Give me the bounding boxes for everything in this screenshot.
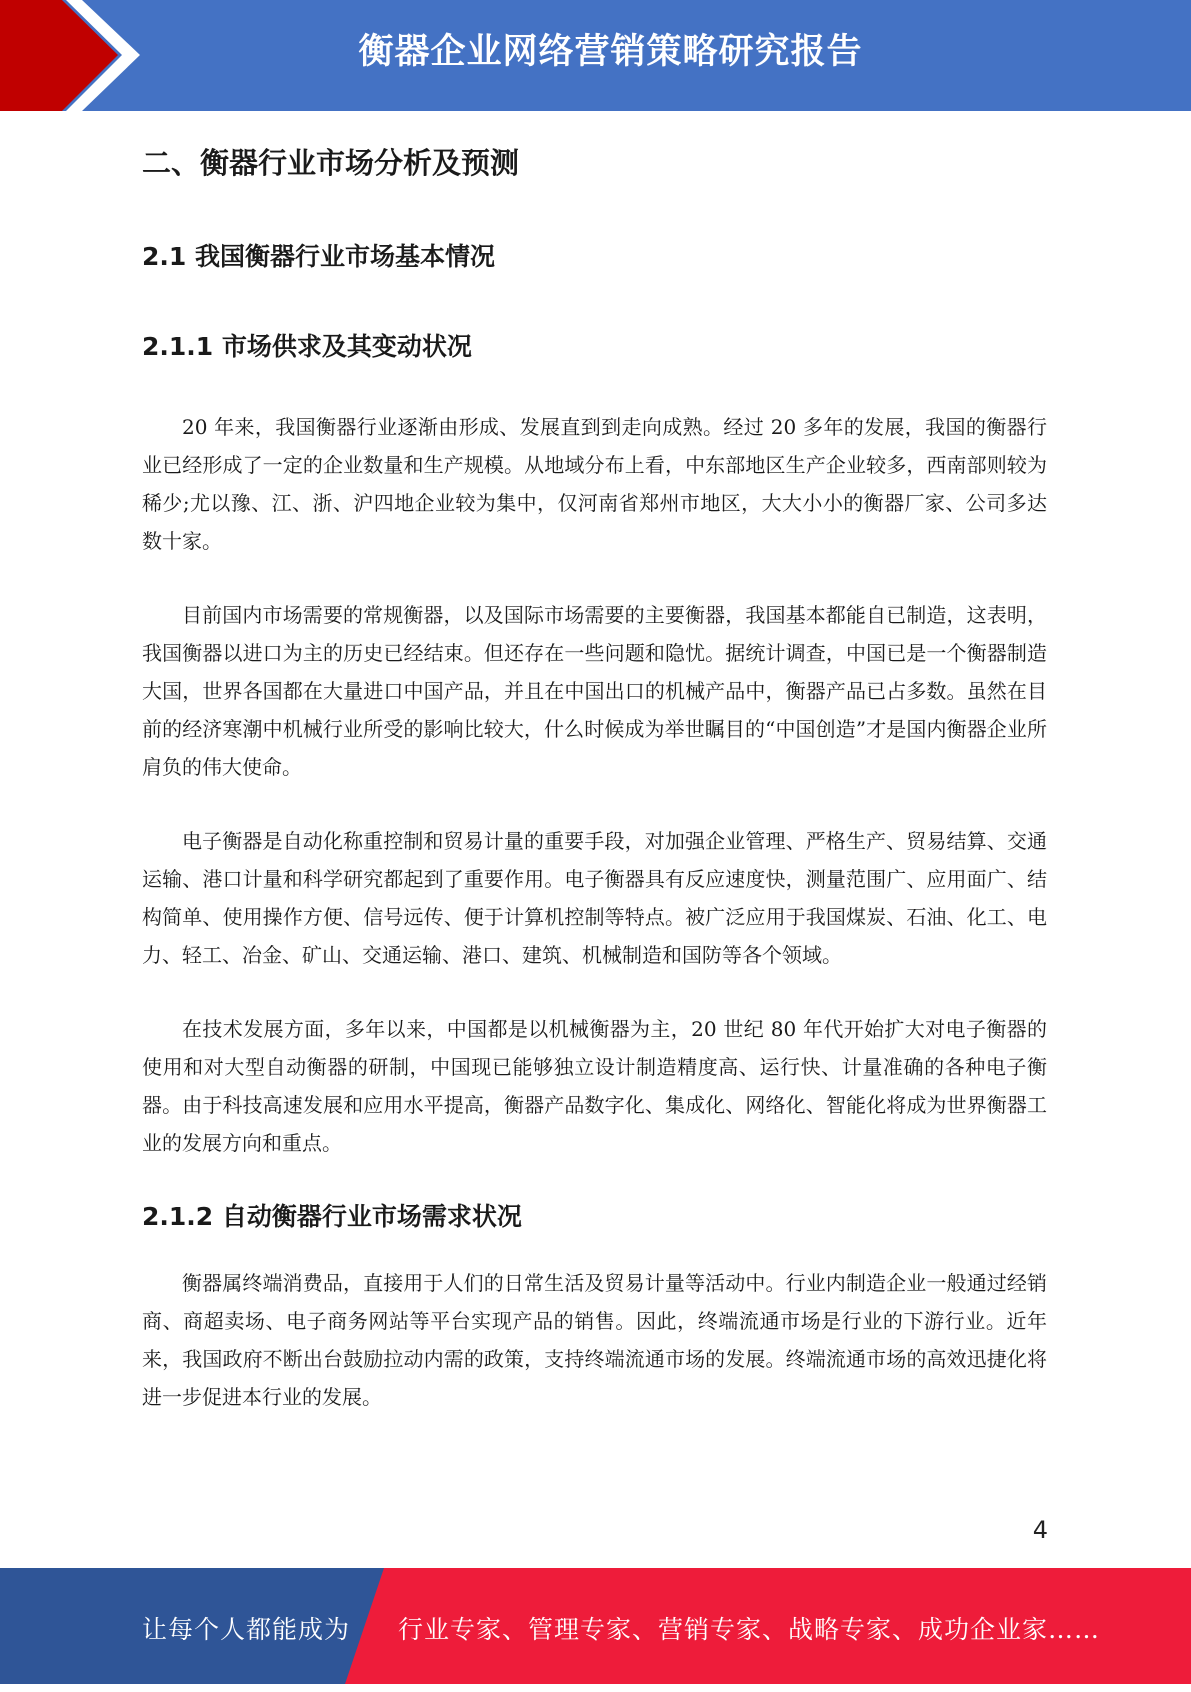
subsubsection-heading-1: 2.1.1 市场供求及其变动状况 bbox=[142, 332, 472, 361]
subsection-heading: 2.1 我国衡器行业市场基本情况 bbox=[142, 242, 495, 271]
document-body bbox=[142, 138, 1047, 1416]
paragraph: 衡器属终端消费品，直接用于人们的日常生活及贸易计量等活动中。行业内制造企业一般通过经销商、商超卖场、电子商务网站等平台实现产品的销售。因此，终端流通市场是行业的下游行业。近年来，我国政府不断出台鼓励拉动内需的政策，支持终端流通市场的发展。终端流通市场的高效迅捷化将进一步促进本行业的发展。 bbox=[142, 1271, 1047, 1409]
header-arrow-decoration bbox=[0, 0, 150, 111]
footer-band bbox=[0, 1568, 1191, 1684]
footer-slogan-right: 行业专家、管理专家、营销专家、战略专家、成功企业家…… bbox=[398, 1615, 1101, 1644]
section-heading: 二、衡器行业市场分析及预测 bbox=[142, 146, 520, 180]
footer-slogan-left: 让每个人都能成为 bbox=[142, 1615, 351, 1644]
subsubsection-heading-2: 2.1.2 自动衡器行业市场需求状况 bbox=[142, 1202, 522, 1231]
report-title: 衡器企业网络营销策略研究报告 bbox=[358, 32, 863, 72]
header-band bbox=[0, 0, 1191, 111]
paragraph: 20 年来，我国衡器行业逐渐由形成、发展直到到走向成熟。经过 20 多年的发展，我国的衡器行业已经形成了一定的企业数量和生产规模。从地域分布上看，中东部地区生产企业较多，西南部则较为稀少;尤以豫、江、浙、沪四地企业较为集中，仅河南省郑州市地区，大大小小的衡器厂家、公司多达数十家。 bbox=[142, 415, 1047, 553]
paragraph: 电子衡器是自动化称重控制和贸易计量的重要手段，对加强企业管理、严格生产、贸易结算、交通运输、港口计量和科学研究都起到了重要作用。电子衡器具有反应速度快，测量范围广、应用面广、结构简单、使用操作方便、信号远传、便于计算机控制等特点。被广泛应用于我国煤炭、石油、化工、电力、轻工、冶金、矿山、交通运输、港口、建筑、机械制造和国防等各个领域。 bbox=[142, 829, 1047, 967]
paragraph: 在技术发展方面，多年以来，中国都是以机械衡器为主，20 世纪 80 年代开始扩大对电子衡器的使用和对大型自动衡器的研制，中国现已能够独立设计制造精度高、运行快、计量准确的各种电子衡器。由于科技高速发展和应用水平提高，衡器产品数字化、集成化、网络化、智能化将成为世界衡器工业的发展方向和重点。 bbox=[142, 1017, 1047, 1155]
page-number: 4 bbox=[1032, 1516, 1048, 1544]
paragraph: 目前国内市场需要的常规衡器，以及国际市场需要的主要衡器，我国基本都能自已制造，这表明，我国衡器以进口为主的历史已经结束。但还存在一些问题和隐忧。据统计调查，中国已是一个衡器制造大国，世界各国都在大量进口中国产品，并且在中国出口的机械产品中，衡器产品已占多数。虽然在目前的经济寒潮中机械行业所受的影响比较大，什么时候成为举世瞩目的“中国创造”才是国内衡器企业所肩负的伟大使命。 bbox=[142, 603, 1047, 779]
